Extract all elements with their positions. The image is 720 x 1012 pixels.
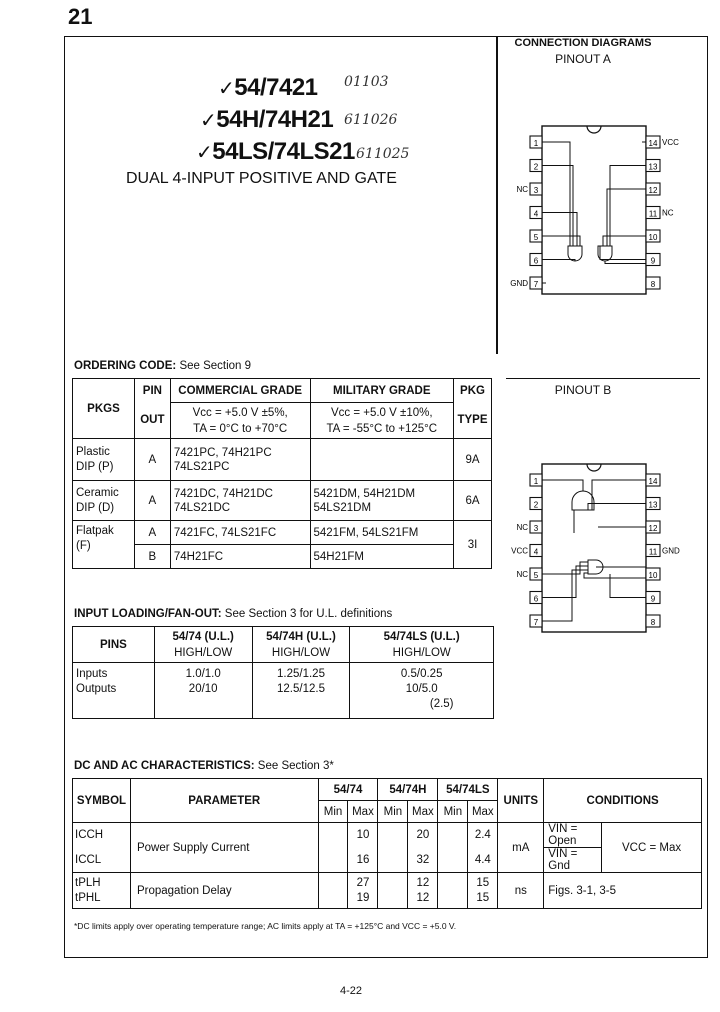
pin-number: 8: [650, 280, 656, 289]
header-out: OUT: [134, 403, 170, 439]
handwritten-note-1: 01103: [344, 74, 389, 90]
pin-number: 7: [533, 618, 539, 627]
pin-number: 4: [533, 547, 539, 557]
check-mark-icon: ✓: [200, 108, 217, 132]
pin-number: 10: [648, 233, 658, 242]
part-title-1: ✓54/7421: [218, 74, 318, 101]
pin-label: NC: [516, 523, 528, 532]
header-54-74ls: 54/74LS: [438, 779, 498, 801]
footnote: *DC limits apply over operating temperature range; AC limits apply at TA = +125°C and VCC = +5.0 V.: [74, 921, 457, 931]
pin-number: 9: [650, 594, 656, 604]
pin-number: 3: [533, 186, 539, 195]
header-54-74h: 54/74H: [378, 779, 438, 801]
table-row: ICCL 16 32 4.4 VIN = Gnd: [73, 848, 702, 873]
pin-number: 13: [648, 162, 658, 172]
device-subtitle: DUAL 4-INPUT POSITIVE AND GATE: [126, 170, 397, 187]
pin-number: 14: [648, 477, 658, 486]
dc-ac-heading: DC AND AC CHARACTERISTICS: See Section 3*: [74, 760, 334, 772]
handwritten-note-3: 611025: [356, 146, 410, 162]
pin-label: VCC: [662, 138, 679, 147]
pin-number: 5: [533, 571, 539, 580]
pinout-b-diagram: [496, 458, 696, 638]
pin-label: NC: [662, 208, 674, 218]
pin-number: 3: [533, 524, 539, 533]
table-row: ICCH Power Supply Current 10 20 2.4 mA VIN = Open VCC = Max: [73, 823, 702, 848]
pin-label: NC: [516, 185, 528, 194]
header-commercial: COMMERCIAL GRADE: [170, 379, 310, 403]
page-footer: 4-22: [340, 985, 363, 997]
pin1-notch: [587, 464, 601, 471]
table-row: Ceramic DIP (D) A 7421DC, 74H21DC 74LS21DC 5421DM, 54H21DM 54LS21DM 6A: [73, 481, 492, 521]
header-pins: PINS: [73, 627, 155, 663]
input-loading-heading: INPUT LOADING/FAN-OUT: See Section 3 for U.L. definitions: [74, 608, 393, 620]
chip-body: [542, 126, 646, 294]
pin-label: VCC: [511, 546, 528, 556]
part-title-3: ✓54LS/74LS21: [196, 138, 355, 165]
pin-number: 1: [533, 477, 539, 486]
and-gate-icon: [572, 491, 594, 510]
pin-number: 8: [650, 618, 656, 627]
pinout-a-label: PINOUT A: [555, 52, 611, 66]
and-gate-icon: [568, 246, 582, 261]
pin-number: 11: [648, 547, 658, 557]
header-military: MILITARY GRADE: [310, 379, 454, 403]
pin-number: 7: [533, 280, 539, 289]
pinout-b-label: PINOUT B: [554, 383, 612, 397]
pin-number: 11: [648, 209, 658, 219]
chip-body: [542, 464, 646, 632]
header-units: UNITS: [498, 779, 544, 823]
pin-number: 9: [650, 256, 656, 266]
header-type: TYPE: [454, 403, 492, 439]
pin-number: 5: [533, 233, 539, 242]
pin-number: 6: [533, 594, 539, 604]
table-row: Flatpak (F) A 7421FC, 74LS21FC 5421FM, 54LS21FM 3I: [73, 521, 492, 545]
header-pkgs: PKGS: [73, 379, 135, 439]
pin-number: 4: [533, 209, 539, 219]
pinout-a-diagram: [496, 120, 696, 300]
pin-label: NC: [516, 570, 528, 579]
pin-number: 2: [533, 162, 539, 172]
pin-number: 1: [533, 139, 539, 148]
table-row: tPLH tPHL Propagation Delay 27 19 12 12 15 15 ns Figs. 3-1, 3-5: [73, 873, 702, 909]
loading-table: [72, 626, 494, 719]
pin-number: 10: [648, 571, 658, 580]
commercial-conditions: Vcc = +5.0 V ±5%, TA = 0°C to +70°C: [170, 403, 310, 439]
part-title-2: ✓54H/74H21: [200, 106, 334, 133]
pin-number: 13: [648, 500, 658, 510]
pin-number: 6: [533, 256, 539, 266]
table-row: Plastic DIP (P) A 7421PC, 74H21PC 74LS21PC 9A: [73, 439, 492, 481]
header-parameter: PARAMETER: [130, 779, 318, 823]
pin-number: 14: [648, 139, 658, 148]
header-54-74h: 54/74H (U.L.) HIGH/LOW: [252, 627, 350, 663]
header-pkg: PKG: [454, 379, 492, 403]
check-mark-icon: ✓: [196, 140, 213, 164]
check-mark-icon: ✓: [218, 76, 235, 100]
ordering-table: [72, 378, 492, 569]
header-54-74ls: 54/74LS (U.L.) HIGH/LOW: [350, 627, 494, 663]
page-number: 21: [68, 4, 93, 29]
pin-label: GND: [510, 279, 528, 288]
diagram-divider: [506, 378, 700, 379]
header-pin: PIN: [134, 379, 170, 403]
header-54-74: 54/74: [318, 779, 378, 801]
ordering-code-heading: ORDERING CODE: See Section 9: [74, 360, 252, 372]
connection-diagrams-title: CONNECTION DIAGRAMS: [514, 37, 652, 49]
header-conditions: CONDITIONS: [544, 779, 702, 823]
pin1-notch: [587, 126, 601, 133]
pin-number: 2: [533, 500, 539, 510]
pin-label: GND: [662, 546, 680, 556]
header-54-74: 54/74 (U.L.) HIGH/LOW: [154, 627, 252, 663]
table-row: B 74H21FC 54H21FM: [73, 545, 492, 569]
pin-number: 12: [648, 524, 658, 533]
table-row: Inputs Outputs 1.0/1.0 20/10 1.25/1.25 12.5/12.5 0.5/0.25 10/5.0 (2.5): [73, 663, 494, 719]
pin-number: 12: [648, 186, 658, 195]
header-symbol: SYMBOL: [73, 779, 131, 823]
military-conditions: Vcc = +5.0 V ±10%, TA = -55°C to +125°C: [310, 403, 454, 439]
handwritten-note-2: 611026: [344, 112, 398, 128]
dc-ac-table: SYMBOL PARAMETER 54/74 54/74H 54/74LS UNITS CONDITIONS Min Max Min Max Min Max ICCH Power Supply Current 10 20 2.4 mA VIN = Open VCC = Max ICCL 16 32 4.4 VIN = Gnd tPLH tPHL Propagation Delay 27 19 12 12 15 15 ns Figs. 3-1, 3-5: [72, 778, 702, 909]
